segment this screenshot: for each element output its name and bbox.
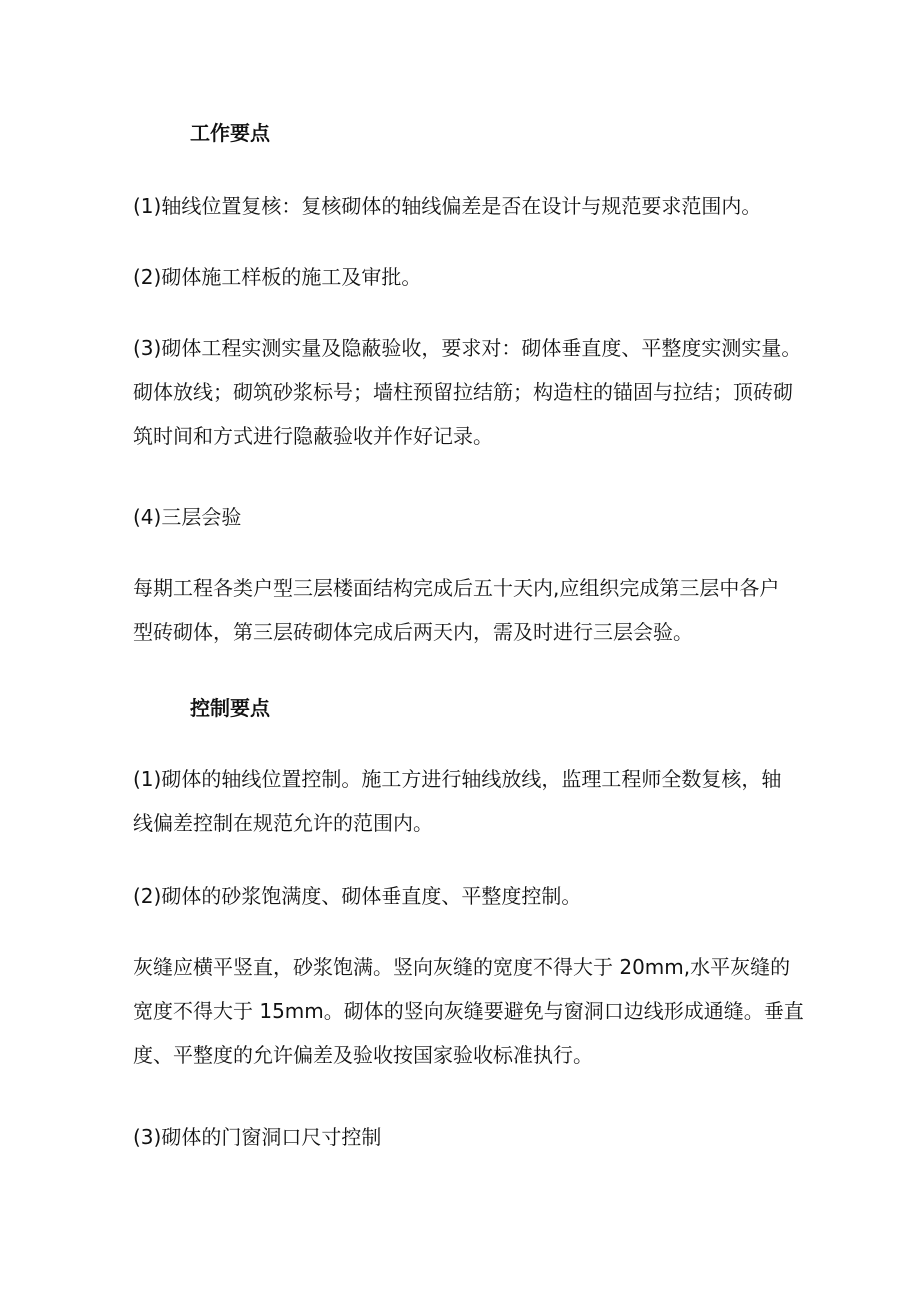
paragraph-three-floor-inspection (133, 495, 813, 539)
section-heading-work-points: 工作要点 (190, 121, 270, 145)
text-line: (3)砌体的门窗洞口尺寸控制 (133, 1125, 382, 1149)
text-line: 度、平整度的允许偏差及验收按国家验收标准执行。 (133, 1043, 593, 1067)
text-line: 线偏差控制在规范允许的范围内。 (133, 811, 433, 835)
text-line: (2)砌体的砂浆饱满度、砌体垂直度、平整度控制。 (133, 884, 582, 908)
paragraph-axis-check (133, 184, 813, 228)
text-line: (2)砌体施工样板的施工及审批。 (133, 265, 422, 289)
text-line: 宽度不得大于 15mm。砌体的竖向灰缝要避免与窗洞口边线形成通缝。垂直 (133, 999, 804, 1023)
paragraph-opening-control (133, 1115, 813, 1159)
text-line: (3)砌体工程实测实量及隐蔽验收，要求对：砌体垂直度、平整度实测实量。 (133, 336, 802, 360)
text-line: 每期工程各类户型三层楼面结构完成后五十天内,应组织完成第三层中各户 (133, 576, 780, 600)
text-line: 砌体放线；砌筑砂浆标号；墙柱预留拉结筋；构造柱的锚固与拉结；顶砖砌 (133, 380, 793, 404)
paragraph-joint-requirements (133, 945, 813, 1077)
text-line: (1)砌体的轴线位置控制。施工方进行轴线放线，监理工程师全数复核，轴 (133, 767, 782, 791)
paragraph-sample-approval (133, 255, 813, 299)
paragraph-three-floor-detail (133, 566, 813, 654)
text-line: (1)轴线位置复核：复核砌体的轴线偏差是否在设计与规范要求范围内。 (133, 194, 762, 218)
section-heading-control-points: 控制要点 (190, 696, 270, 720)
text-line: (4)三层会验 (133, 505, 242, 529)
text-line: 筑时间和方式进行隐蔽验收并作好记录。 (133, 424, 493, 448)
paragraph-axis-control (133, 757, 813, 845)
text-line: 型砖砌体，第三层砖砌体完成后两天内，需及时进行三层会验。 (133, 620, 693, 644)
paragraph-mortar-control (133, 874, 813, 918)
paragraph-measurement-acceptance (133, 326, 813, 458)
text-line: 灰缝应横平竖直，砂浆饱满。竖向灰缝的宽度不得大于 20mm,水平灰缝的 (133, 955, 791, 979)
